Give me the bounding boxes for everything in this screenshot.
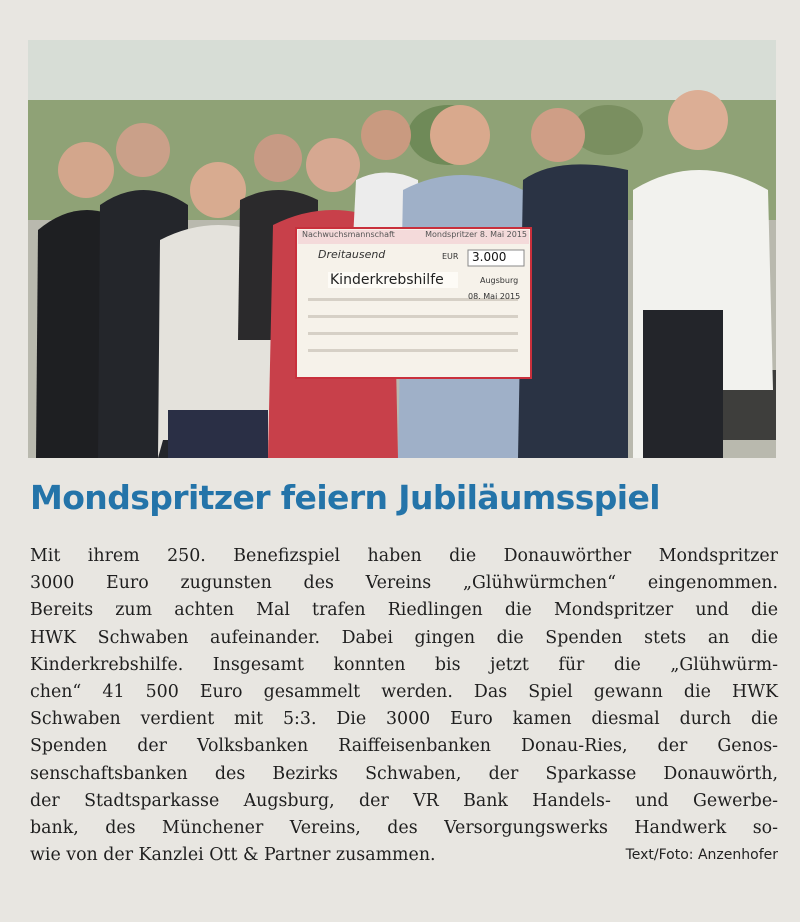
article-last-line [30,842,778,869]
cheque-place-date: Mondspritzer 8. Mai 2015 [425,230,527,239]
article-line: Spenden der Volksbanken Raiffeisenbanken Donau-Ries, der Genos- [30,736,778,757]
article-line: der Stadtsparkasse Augsburg, der VR Bank Handels- und Gewerbe- [30,790,778,811]
article-headline: Mondspritzer feiern Jubiläumsspiel [30,478,660,517]
article-line: Schwaben verdient mit 5:3. Die 3000 Euro kamen diesmal durch die [30,709,778,730]
article-line: HWK Schwaben aufeinander. Dabei gingen die Spenden stets an die [30,627,778,648]
group-photo [28,40,776,458]
article-line: Kinderkrebshilfe. Insgesamt konnten bis jetzt für die „Glühwürm- [30,654,778,675]
article-line: Mit ihrem 250. Benefizspiel haben die Donauwörther Mondspritzer [30,546,778,566]
cheque-amount: 3.000 [472,250,507,264]
article-line: wie von der Kanzlei Ott & Partner zusammen. [30,845,436,866]
cheque-recipient: Kinderkrebshilfe [330,272,444,288]
article-body [30,543,778,869]
cheque-header-label: Nachwuchsmannschaft [302,230,395,239]
group-photo-icon [28,40,776,458]
article-line: chen“ 41 500 Euro gesammelt werden. Das Spiel gewann die HWK [30,682,778,703]
photo-credit: Text/Foto: Anzenhofer [625,847,778,864]
article-line: bank, des Münchener Vereins, des Versorgungswerks Handwerk so- [30,818,778,839]
article-line: 3000 Euro zugunsten des Vereins „Glühwürmchen“ eingenommen. [30,573,778,594]
article-line: Bereits zum achten Mal trafen Riedlingen die Mondspritzer und die [30,600,778,621]
cheque-date: 08. Mai 2015 [468,292,521,301]
cheque-currency: EUR [442,252,459,261]
cheque-city: Augsburg [480,276,519,285]
cheque-header [302,230,527,239]
article-line: senschaftsbanken des Bezirks Schwaben, der Sparkasse Donauwörth, [30,763,778,784]
cheque-amount-words: Dreitausend [318,248,386,261]
